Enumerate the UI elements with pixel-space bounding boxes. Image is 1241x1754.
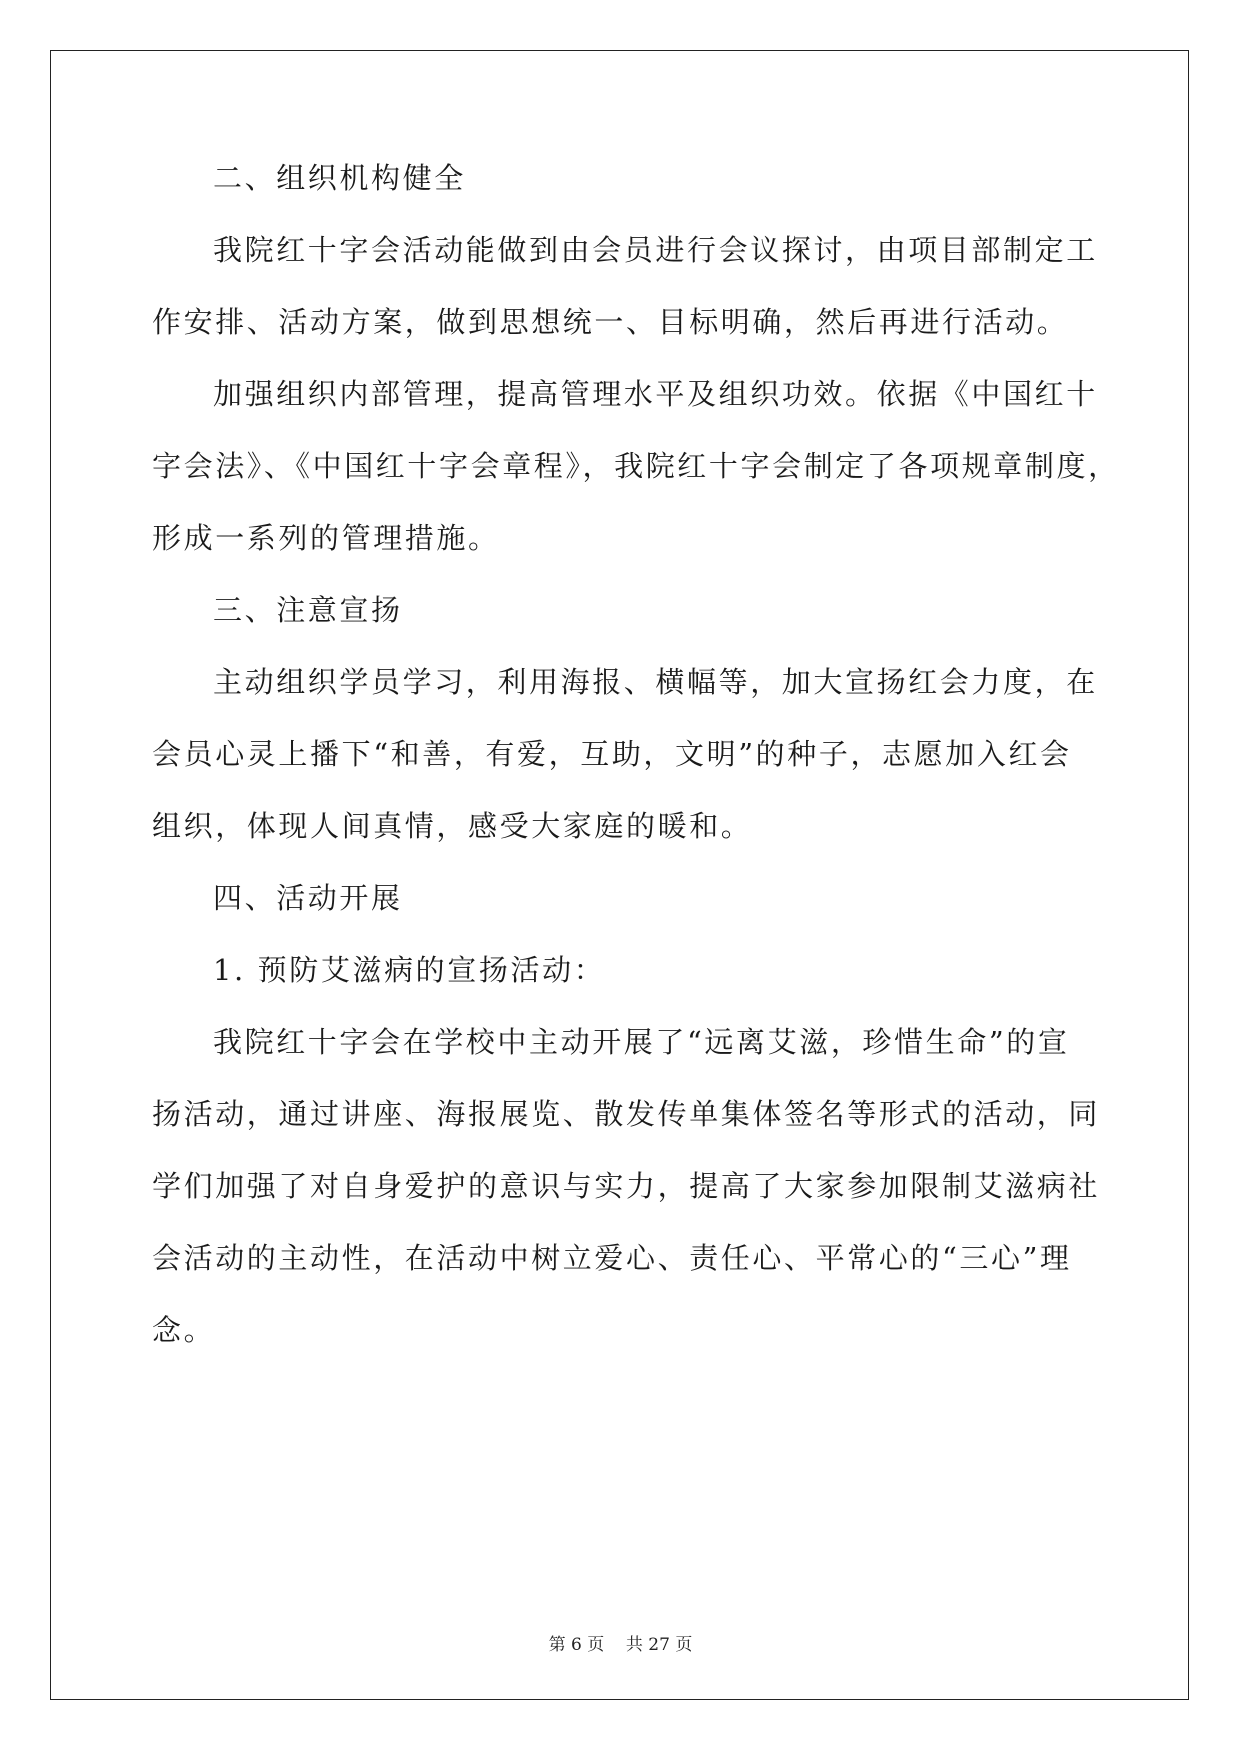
- paragraph-line: 我院红十字会在学校中主动开展了“远离艾滋，珍惜生命”的宣: [213, 1025, 1070, 1059]
- paragraph-line: 加强组织内部管理，提高管理水平及组织功效。依据《中国红十: [213, 377, 1098, 411]
- section-heading-publicity: 三、注意宣扬: [213, 593, 403, 627]
- page-border: [50, 50, 1189, 1700]
- section-heading-organization: 二、组织机构健全: [213, 161, 466, 195]
- paragraph-line: 会活动的主动性，在活动中树立爱心、责任心、平常心的“三心”理: [152, 1241, 1072, 1275]
- paragraph-line: 念。: [152, 1313, 216, 1347]
- paragraph-line: 主动组织学员学习，利用海报、横幅等，加大宣扬红会力度，在: [213, 665, 1098, 699]
- paragraph-line: 学们加强了对自身爱护的意识与实力，提高了大家参加限制艾滋病社: [152, 1169, 1101, 1203]
- paragraph-line: 字会法》、《中国红十字会章程》，我院红十字会制定了各项规章制度，: [152, 449, 1120, 483]
- paragraph-line: 扬活动，通过讲座、海报展览、散发传单集体签名等形式的活动，同: [152, 1097, 1101, 1131]
- page-number-footer: 第 6 页 共 27 页: [548, 1635, 693, 1655]
- paragraph-line: 形成一系列的管理措施。: [152, 521, 500, 555]
- paragraph-line: 组织，体现人间真情，感受大家庭的暖和。: [152, 809, 753, 843]
- paragraph-line: 我院红十字会活动能做到由会员进行会议探讨，由项目部制定工: [213, 233, 1098, 267]
- list-item-heading: 1. 预防艾滋病的宣扬活动：: [213, 953, 606, 987]
- paragraph-line: 会员心灵上播下“和善，有爱，互助，文明”的种子，志愿加入红会: [152, 737, 1072, 771]
- paragraph-line: 作安排、活动方案，做到思想统一、目标明确，然后再进行活动。: [152, 305, 1069, 339]
- section-heading-activities: 四、活动开展: [213, 881, 403, 915]
